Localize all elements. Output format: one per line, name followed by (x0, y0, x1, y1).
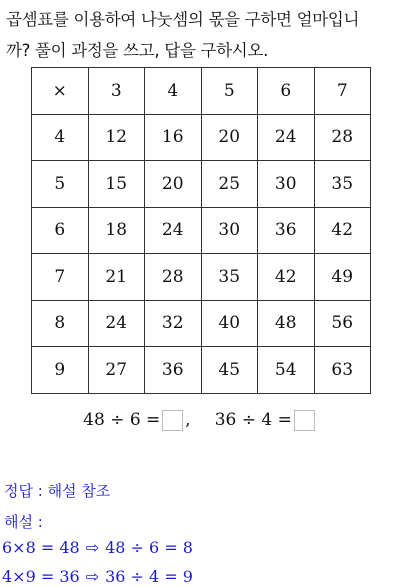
table-cell: 35 (201, 254, 258, 301)
answer-blank-1[interactable] (162, 410, 183, 431)
arrow-icon: ⇨ (85, 567, 100, 586)
table-row-header: 5 (32, 161, 89, 208)
question-text (6, 4, 396, 66)
table-header-cell: 4 (145, 68, 202, 115)
table-cell: 15 (88, 161, 145, 208)
table-header-cell: × (32, 68, 89, 115)
table-row-header: 8 (32, 300, 89, 347)
explanation-line-2 (2, 567, 193, 586)
table-row (32, 114, 371, 161)
multiplication-table (31, 67, 371, 394)
table-cell: 42 (314, 207, 371, 254)
question-line-1: 곱셈표를 이용하여 나눗셈의 몫을 구하면 얼마입니 (6, 10, 360, 29)
table-cell: 36 (145, 347, 202, 394)
table-cell: 56 (314, 300, 371, 347)
explanation-right: 48 ÷ 6 = 8 (105, 538, 193, 557)
table-cell: 30 (258, 161, 315, 208)
explanation-line-1 (2, 538, 193, 557)
table-row (32, 254, 371, 301)
table-cell: 45 (201, 347, 258, 394)
table-cell: 20 (145, 161, 202, 208)
table-row (32, 161, 371, 208)
answer-blank-2[interactable] (294, 410, 315, 431)
table-cell: 27 (88, 347, 145, 394)
answer-label: 정답 : 해설 참조 (4, 482, 111, 500)
table-cell: 16 (145, 114, 202, 161)
table-header-cell: 7 (314, 68, 371, 115)
table-cell: 18 (88, 207, 145, 254)
question-line-2: 까? 풀이 과정을 쓰고, 답을 구하시오. (6, 41, 269, 60)
table-row-header: 7 (32, 254, 89, 301)
table-row-header: 6 (32, 207, 89, 254)
division-problems (0, 410, 400, 431)
table-row (32, 207, 371, 254)
table-cell: 21 (88, 254, 145, 301)
explanation-right: 36 ÷ 4 = 9 (105, 567, 193, 586)
table-cell: 24 (258, 114, 315, 161)
table-row (32, 347, 371, 394)
table-cell: 25 (201, 161, 258, 208)
table-cell: 24 (145, 207, 202, 254)
problem-1-text: 48 ÷ 6 = (83, 410, 161, 430)
explanation-label: 해설 : (4, 513, 43, 531)
table-row-header: 4 (32, 114, 89, 161)
table-cell: 63 (314, 347, 371, 394)
table-header-row (32, 68, 371, 115)
table-cell: 42 (258, 254, 315, 301)
table-header-cell: 5 (201, 68, 258, 115)
table-cell: 36 (258, 207, 315, 254)
table-cell: 20 (201, 114, 258, 161)
table-cell: 24 (88, 300, 145, 347)
explanation-left: 4×9 = 36 (2, 567, 80, 586)
table-cell: 48 (258, 300, 315, 347)
problem-2-text: 36 ÷ 4 = (214, 410, 292, 430)
arrow-icon: ⇨ (85, 538, 100, 557)
table-cell: 32 (145, 300, 202, 347)
table-cell: 12 (88, 114, 145, 161)
explanation-left: 6×8 = 48 (2, 538, 80, 557)
table-cell: 35 (314, 161, 371, 208)
table-cell: 49 (314, 254, 371, 301)
table-header-cell: 3 (88, 68, 145, 115)
table-row-header: 9 (32, 347, 89, 394)
table-cell: 54 (258, 347, 315, 394)
table-cell: 30 (201, 207, 258, 254)
table-header-cell: 6 (258, 68, 315, 115)
table-cell: 28 (314, 114, 371, 161)
problem-separator: , (185, 410, 191, 430)
table-row (32, 300, 371, 347)
table-cell: 40 (201, 300, 258, 347)
table-cell: 28 (145, 254, 202, 301)
